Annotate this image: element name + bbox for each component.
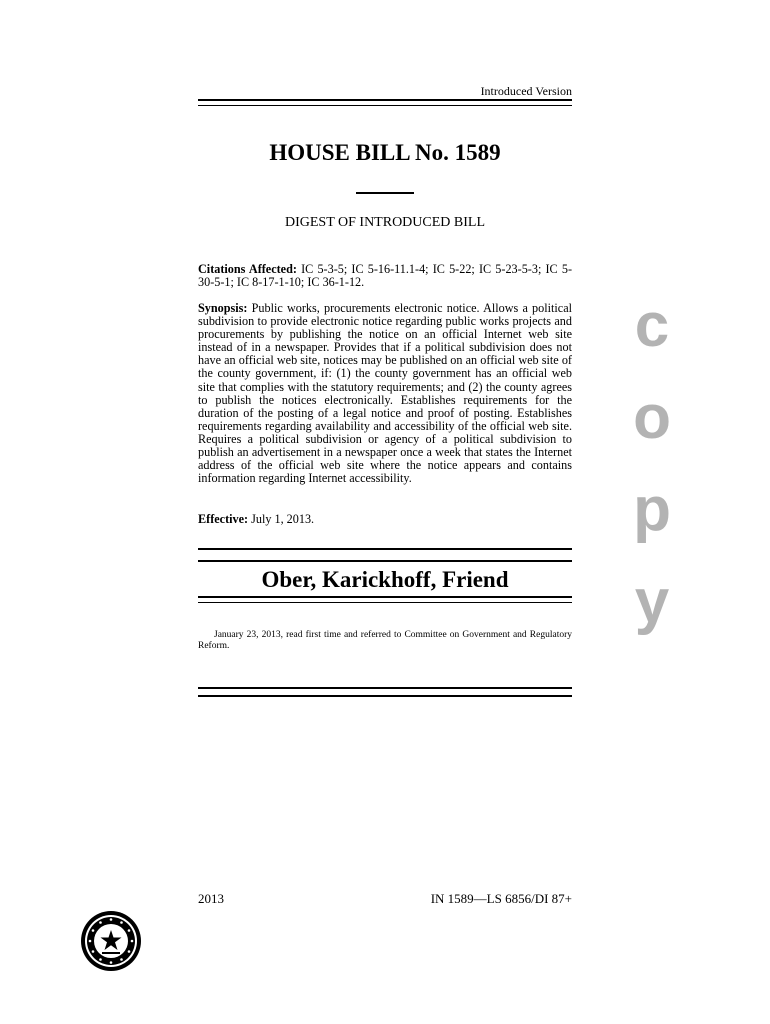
digest-heading: DIGEST OF INTRODUCED BILL <box>284 215 485 230</box>
effective-text: July 1, 2013. <box>251 512 315 526</box>
header-rule <box>198 99 572 106</box>
effective-label: Effective: <box>198 512 249 526</box>
title-divider <box>356 192 414 194</box>
citations-label: Citations Affected: <box>198 262 297 276</box>
state-seal-icon <box>80 910 142 972</box>
citations-section <box>198 263 572 289</box>
watermark-letter-y: y <box>634 567 670 636</box>
bill-title: HOUSE BILL No. 1589 <box>269 140 501 165</box>
sponsors-top-rule-2 <box>198 560 572 562</box>
version-label: Introduced Version <box>480 84 572 98</box>
synopsis-text: Public works, procurements electronic notice. Allows a political subdivision to provide electronic notice regarding public works projects and procurements by publishing the notice on an official Internet web site instead of in a newspaper. Provides that if a political subdivision does not have an official web site, notices may be published on an official web site of the county government, if: (1) the county government has an official web site that complies with the statutory requirements; and (2) the county agrees to publish the notices electronically. Establishes requirements for the duration of the posting of a legal notice and proof of posting. Establishes requirements regarding availability and accessibility of the official web site. Requires a political subdivision or agency of a political subdivision to publish an advertisement in a newspaper once a week that states the Internet address of the official web site where the notice appears and contains information regarding Internet accessibility. <box>198 301 572 486</box>
copy-watermark <box>612 280 692 648</box>
watermark-letter-p: p <box>633 475 671 544</box>
watermark-letter-c: c <box>634 291 670 360</box>
legislative-history: January 23, 2013, read first time and referred to Committee on Government and Regulatory Reform. <box>198 630 572 651</box>
synopsis-label: Synopsis: <box>198 301 248 315</box>
sponsors: Ober, Karickhoff, Friend <box>261 567 509 592</box>
effective-section <box>198 513 572 526</box>
sponsors-bottom-rule <box>198 596 572 603</box>
footer-year: 2013 <box>198 891 224 906</box>
history-rule-1 <box>198 687 572 689</box>
footer-code: IN 1589—LS 6856/DI 87+ <box>430 891 572 906</box>
history-rule-2 <box>198 695 572 697</box>
sponsors-top-rule-1 <box>198 548 572 550</box>
citations-text: IC 5-3-5; IC 5-16-11.1-4; IC 5-22; IC 5-23-5-3; IC 5-30-5-1; IC 8-17-1-10; IC 36-1-12. <box>198 262 572 290</box>
synopsis-section <box>198 302 572 485</box>
watermark-letter-o: o <box>633 383 671 452</box>
